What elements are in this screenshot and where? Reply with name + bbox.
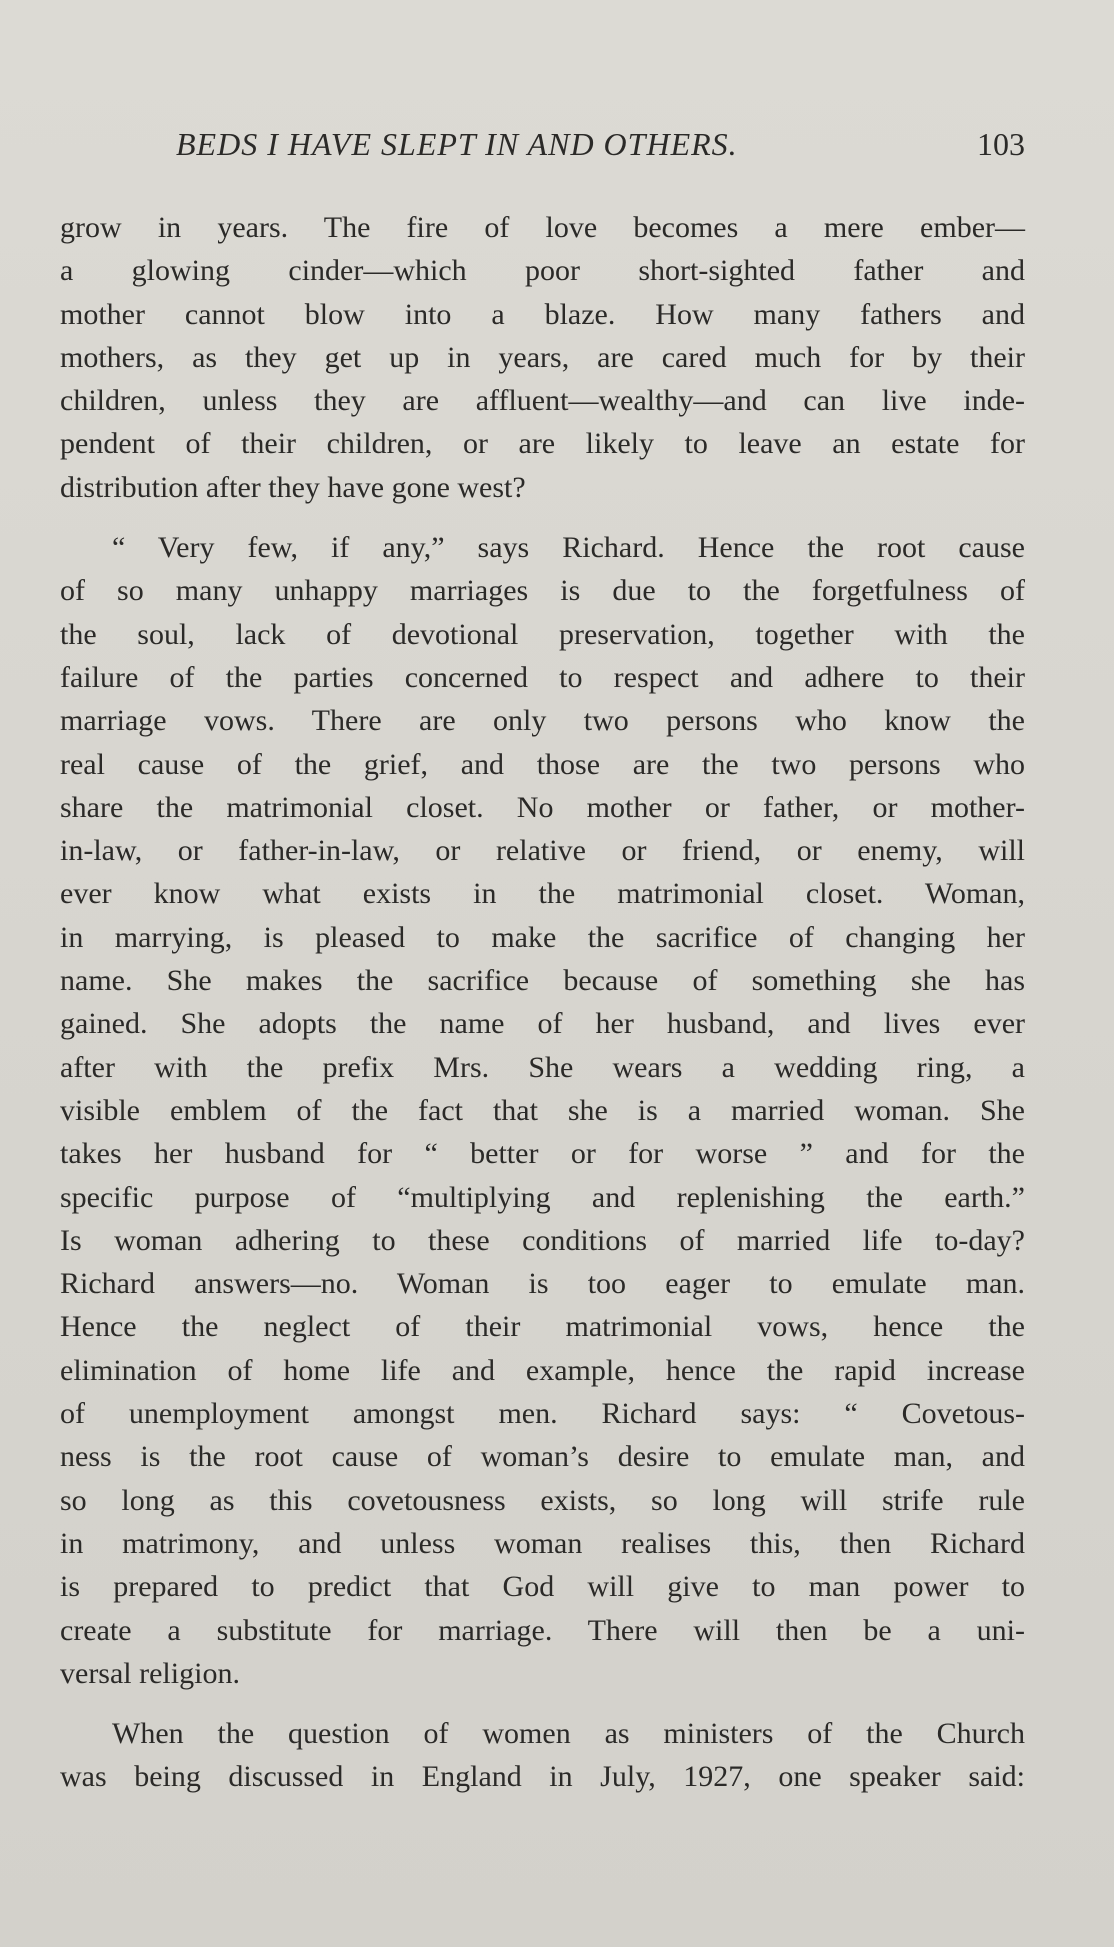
text-line: after with the prefix Mrs. She wears a wedding ring, a [60,1050,1025,1084]
text-line: name. She makes the sacrifice because of something she has [60,964,1025,998]
text-line: gained. She adopts the name of her husband, and lives ever [60,1007,1025,1041]
text-line: elimination of home life and example, hence the rapid increase [60,1353,1025,1387]
text-line: was being discussed in England in July, 1927, one speaker said: [60,1760,1025,1794]
text-line: of so many unhappy marriages is due to the forgetfulness of [60,574,1025,608]
text-line: specific purpose of “multiplying and replenishing the earth.” [60,1180,1025,1214]
paragraph-3 [60,1712,1025,1799]
text-line: mothers, as they get up in years, are cared much for by their [60,340,1025,374]
running-head [60,126,1025,170]
text-line: ever know what exists in the matrimonial closet. Woman, [60,877,1025,911]
text-line: in marrying, is pleased to make the sacrifice of changing her [60,920,1025,954]
text-line: “ Very few, if any,” says Richard. Hence the root cause [112,531,1025,565]
text-line: pendent of their children, or are likely to leave an estate for [60,427,1025,461]
text-line: is prepared to predict that God will give to man power to [60,1570,1025,1604]
text-line: Is woman adhering to these conditions of married life to-day? [60,1223,1025,1257]
text-line: takes her husband for “ better or for worse ” and for the [60,1137,1025,1171]
text-line: versal religion. [60,1656,240,1690]
text-line: in matrimony, and unless woman realises this, then Richard [60,1526,1025,1560]
page-number: 103 [977,126,1025,162]
paragraph-2 [60,526,1025,1695]
text-line: marriage vows. There are only two persons who know the [60,704,1025,738]
text-line: failure of the parties concerned to respect and adhere to their [60,660,1025,694]
text-line: of unemployment amongst men. Richard says: “ Covetous- [60,1397,1025,1431]
text-line: so long as this covetousness exists, so long will strife rule [60,1483,1025,1517]
text-line: mother cannot blow into a blaze. How many fathers and [60,297,1025,331]
paragraph-gap [60,509,1025,526]
text-line: children, unless they are affluent—wealthy—and can live inde- [60,384,1025,418]
text-line: When the question of women as ministers of the Church [112,1717,1025,1751]
text-line: a glowing cinder—which poor short-sighted father and [60,254,1025,288]
text-line: ness is the root cause of woman’s desire to emulate man, and [60,1440,1025,1474]
text-line: distribution after they have gone west? [60,470,526,504]
body-text [60,206,1025,1799]
text-line: visible emblem of the fact that she is a married woman. She [60,1093,1025,1127]
text-line: the soul, lack of devotional preservation, together with the [60,617,1025,651]
text-line: create a substitute for marriage. There will then be a uni- [60,1613,1025,1647]
text-line: share the matrimonial closet. No mother or father, or mother- [60,790,1025,824]
text-line: Richard answers—no. Woman is too eager to emulate man. [60,1267,1025,1301]
text-line: Hence the neglect of their matrimonial vows, hence the [60,1310,1025,1344]
paragraph-gap [60,1695,1025,1712]
paragraph-1 [60,206,1025,509]
running-title: BEDS I HAVE SLEPT IN AND OTHERS. [176,126,738,162]
text-line: in-law, or father-in-law, or relative or friend, or enemy, will [60,834,1025,868]
text-line: grow in years. The fire of love becomes a mere ember— [60,211,1025,244]
text-line: real cause of the grief, and those are the two persons who [60,747,1025,781]
